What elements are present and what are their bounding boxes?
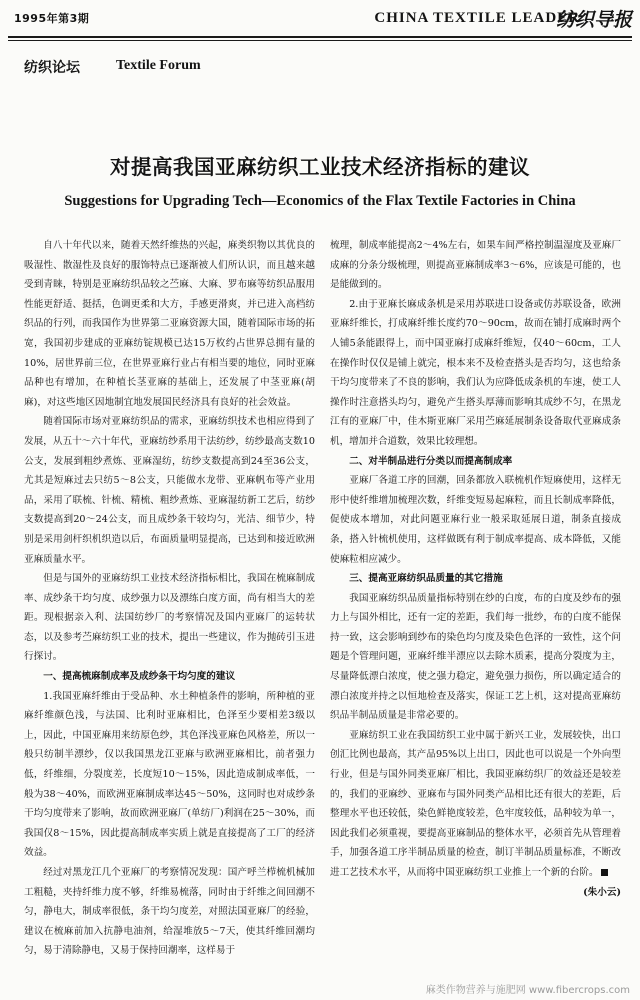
paragraph: 自八十年代以来，随着天然纤维热的兴起，麻类织物以其优良的吸湿性、散湿性及良好的服饰特点已逐渐被人们所认识，而且越来越受到青睐，特别是亚麻纺织品较之苎麻、大麻、罗布麻等纺织品服用性能更舒适、挺括，色调更柔和大方，手感更滑爽，并已进入高档纺织品的行列，而我国作为世界第二亚麻资源大国，随着国际市场的拓宽，我国初步建成的亚麻纺锭规模已达15万枚约占世界总拥有量的10%，居世界前三位，在世界亚麻行业占有相当要的地位，同时亚麻品种也有增加，在种植长茎亚麻的基础上，还发展了中茎亚麻(胡麻)，对这些地区因地制宜地发展国民经济具有良好的社会效益。 [24, 240, 315, 408]
header-rule-thin [8, 40, 632, 41]
paragraph: 经过对黑龙江几个亚麻厂的考察情况发现：国产呼兰栉梳机械加工粗糙，夹持纤维力度不够，纤维易梳落，同时由于纤维之间回潮不匀，静电大，制成率很低，条干均匀度差，对照法国亚麻厂的经验，建议在梳麻前加入抗静电油剂，给湿堆放5～7天，使其纤维回潮均匀，易于清除静电，又易于保持回潮率，这样易于 [24, 867, 315, 957]
end-of-article-mark [601, 869, 608, 876]
issue-number: 1995年第3期 [14, 12, 90, 25]
watermark-text: 麻类作物营养与施肥网 www.fibercrops.com [425, 985, 630, 996]
right-column [330, 236, 621, 902]
paragraph: 梳理，制成率能提高2～4%左右，如果车间严格控制温湿度及亚麻厂成麻的分条分级梳理，则提高亚麻制成率3～6%，应该是可能的，也是能做到的。 [330, 240, 621, 291]
paragraph-text: 亚麻纺织工业在我国纺织工业中属于新兴工业，发展较快，出口创汇比例也最高，其产品95%以上出口，因此也可以说是一个外向型行业，但是与国外同类亚麻厂相比，我国亚麻纺织厂的效益还是较差的，我们的亚麻纱、亚麻布与国外同类产品相比还有很大的差距，后整理水平也还较低，染色鲜艳度较差，色牢度较低，品种较为单一，因此我们必须重视，要提高亚麻制品的整体水平，必须首先从管理着手，加强各道工序半制品质量的检查，制订半制品质量标准，不断改进工艺技术水平，从而将中国亚麻纺织工业推上一个新的台阶。 [330, 729, 621, 878]
journal-logo-cn: 纺织导报 [555, 9, 632, 31]
section-heading-1: 一、提高梳麻制成率及成纱条干均匀度的建议 [43, 671, 236, 683]
section-label-en: Textile Forum [116, 58, 201, 73]
section-heading-3: 三、提高亚麻纺织品质量的其它措施 [349, 573, 503, 585]
paragraph: 但是与国外的亚麻纺织工业技术经济指标相比，我国在梳麻制成率、成纱条干均匀度、成纱强力以及漂练白度方面，尚有相当大的差距。现根据亲入利、法国纺纱厂的考察情况及国内亚麻厂的运转状态，以及参考苎麻纺织工业的技术，提出一些建议，作为抛砖引玉进行探讨。 [24, 573, 315, 663]
section-heading-2: 二、对半制品进行分类以而提高制成率 [349, 455, 513, 467]
paragraph [330, 726, 621, 883]
left-column [24, 236, 315, 961]
journal-title-en: CHINA TEXTILE LEADER [374, 10, 580, 26]
article-title-cn: 对提高我国亚麻纺织工业技术经济指标的建议 [110, 155, 530, 179]
paragraph: 1.我国亚麻纤维由于受品种、水土种植条件的影响，所种植的亚麻纤维颜色浅，与法国、比利时亚麻相比，色泽至少要相差3级以上，因此，中国亚麻用来纺原色纱，其色泽浅亚麻色风格差，所以一般只纺制半漂纱，仅以我国黑龙江亚麻与欧洲亚麻相比，前者强力低，纤维细，分裂度差，长度短10～15%，因此造成制成率低，一般为38～40%，而欧洲亚麻制成率达45～50%，这同时也对成纱条干均匀度带来了影响，故而欧洲亚麻厂(单纺厂)利润在25～30%，而我国仅8～15%，因此提高制成率实质上就是直接提高了工厂的经济效益。 [24, 690, 315, 859]
paragraph: 亚麻厂各道工序的回潮，回条都放入联梳机作短麻使用，这样无形中使纤维增加梳理次数，纤维变短易起麻粒，而且长制成率降低，促使成本增加，对此问题亚麻行业一般采取延展日道，制条直接成条，搭入针梳机使用，这样做既有利于制成率提高、成本降低，又能使麻粒相应减少。 [330, 475, 621, 565]
paragraph: 我国亚麻纺织品质量指标特别在纱的白度，布的白度及纱布的强力上与国外相比，还有一定的差距，我们每一批纱，布的白度不能保持一致，这会影响到纱布的染色均匀度及染色色泽的一致性，这个问题是个管理问题，亚麻纤维半漂应以去除木质素，提高分裂度为主，尽量降低漂白浓度，使之强力稳定，避免强力损伤，所以确定适合的漂白浓度并持之以恒地检查及落实，保证工艺上机，这对提高亚麻纺织品半制品质量是非常必要的。 [330, 592, 621, 722]
article-title-en: Suggestions for Upgrading Tech—Economics of the Flax Textile Factories in China [64, 193, 576, 209]
author-credit: (朱小云) [583, 886, 621, 898]
paragraph: 2.由于亚麻长麻成条机是采用苏联进口设备或仿苏联设备，欧洲亚麻纤维长，打成麻纤维长度约70～90cm，故而在铺打成麻时两个人铺5条能跟得上，而中国亚麻打成麻纤维短，仅40～60cm，工人在操作时仅仅是铺上就完，根本来不及检查搭头是否均匀，这也给条干均匀度带来了不良的影响，我们认为应降低成条机的车速，使工人操作时注意搭头均匀，避免产生搭头厚薄而影响其成纱不匀，在黑龙江有的亚麻厂中，佳木斯亚麻厂采用苎麻延展制条设备取代亚麻成条机，增加并合道数，效果比较理想。 [330, 298, 621, 447]
header-rule [8, 36, 632, 38]
section-label-cn: 纺织论坛 [24, 60, 80, 76]
paragraph: 随着国际市场对亚麻纺织品的需求，亚麻纺织技术也相应得到了发展，从五十～六十年代，亚麻纺纱系用干法纺纱，纺纱最高支数10公支，发展到粗纱煮炼、亚麻湿纺，纺纱支数提高到24至36公支，尤其是短麻过去只纺5～8公支，只能做水龙带、亚麻帆布等产业用品，采用了联梳、针梳、精梳、粗纱煮炼、亚麻湿纺新工艺后，纺纱支数提高到20～24公支，而且成纱条干较均匀，光洁、细节少，特别是采用剑杆织机织造以后，布面质量明显提高，已达到和接近欧洲亚麻质量水平。 [24, 416, 315, 565]
